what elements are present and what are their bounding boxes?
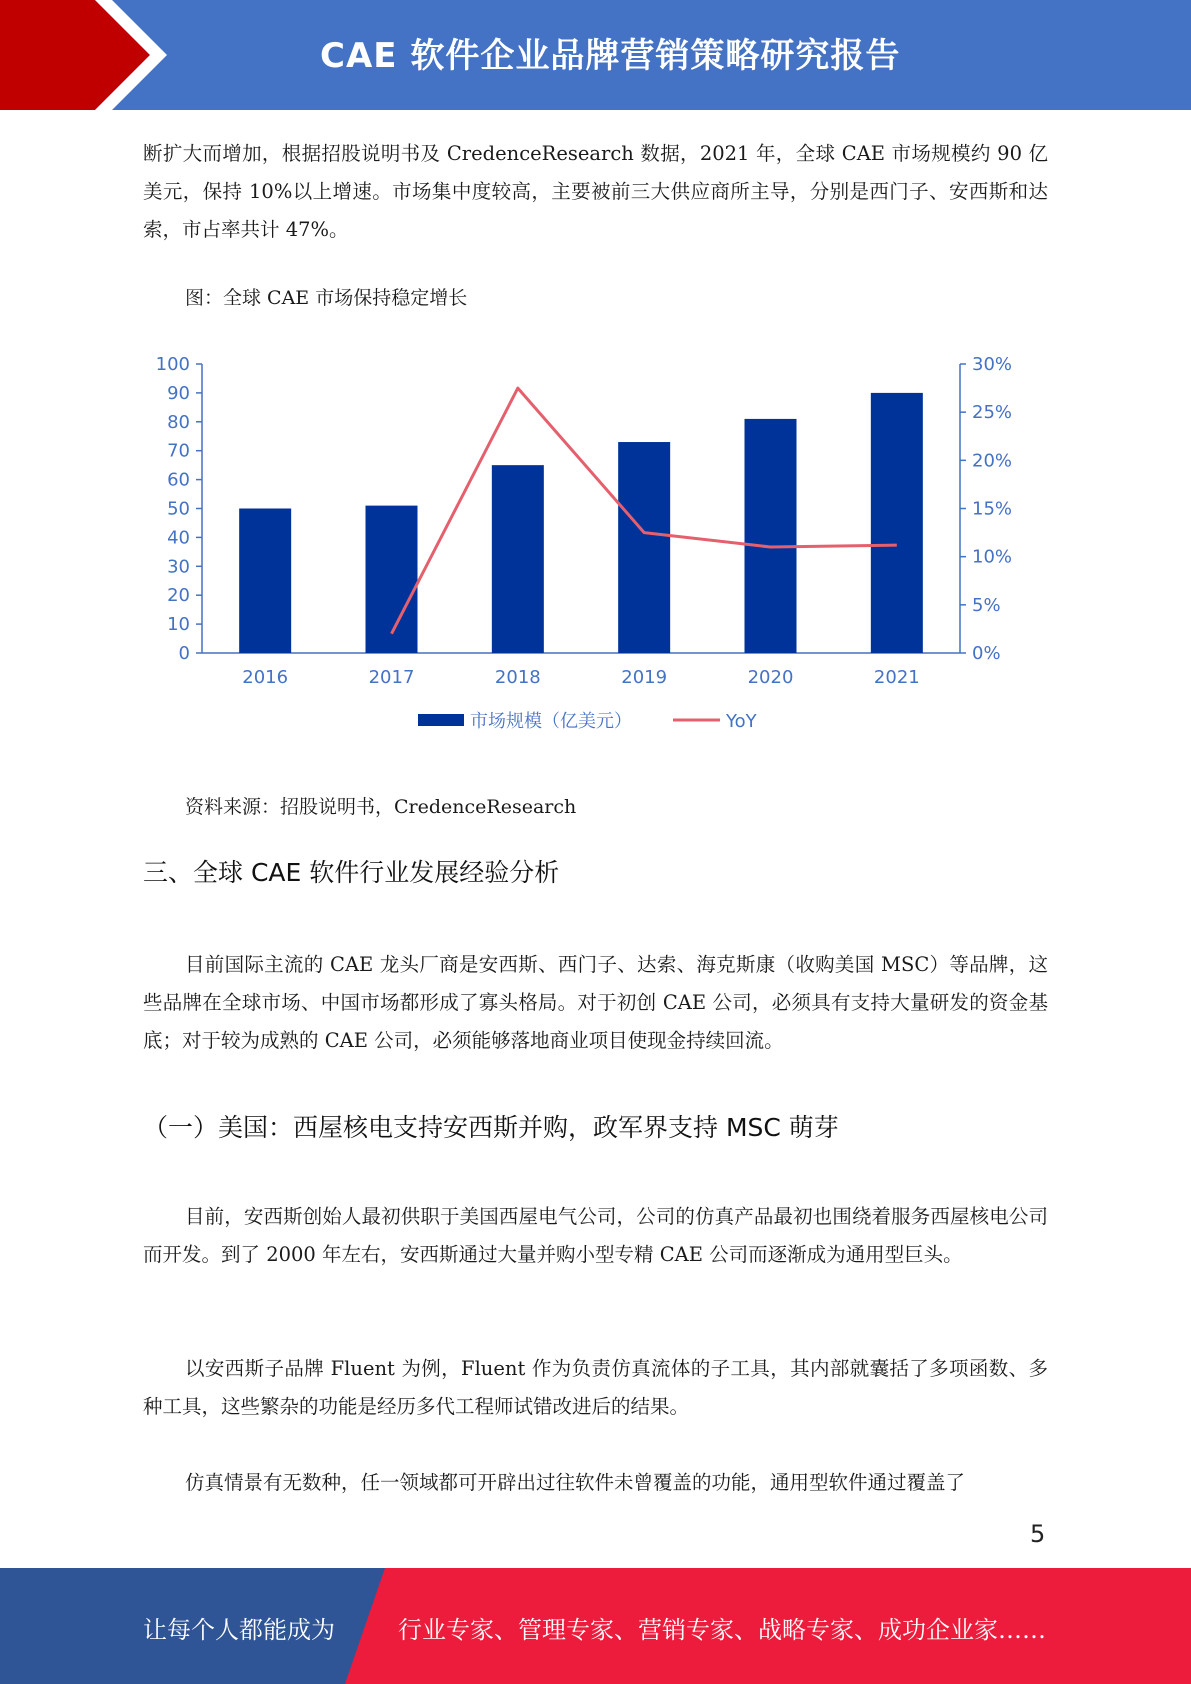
section-heading: 三、全球 CAE 软件行业发展经验分析	[143, 858, 560, 887]
section-paragraph: 目前国际主流的 CAE 龙头厂商是安西斯、西门子、达索、海克斯康（收购美国 MSC）等品牌，这些品牌在全球市场、中国市场都形成了寡头格局。对于初创 CAE 公司，必须具有支持大量研发的资金基底；对于较为成熟的 CAE 公司，必须能够落地商业项目使现金持续回流。	[143, 953, 1048, 1052]
x-axis-tick-label: 2018	[494, 667, 541, 688]
left-axis-tick-label: 40	[167, 527, 190, 549]
page-number: 5	[1030, 1520, 1046, 1548]
left-axis-tick-label: 0	[178, 643, 190, 664]
page-header	[0, 0, 1191, 110]
left-axis-tick-label: 90	[167, 382, 190, 404]
x-axis-tick-label: 2017	[368, 667, 415, 688]
legend-bar-label: 市场规模（亿美元）	[470, 711, 632, 732]
x-axis-tick-label: 2021	[873, 667, 920, 688]
bar-market-size	[745, 419, 797, 653]
bar-market-size	[618, 442, 670, 653]
left-axis-tick-label: 60	[167, 469, 190, 491]
bar-market-size	[239, 509, 291, 654]
subsection-paragraph: 仿真情景有无数种，任一领域都可开辟出过往软件未曾覆盖的功能，通用型软件通过覆盖了	[185, 1471, 966, 1494]
intro-paragraph: 断扩大而增加，根据招股说明书及 CredenceResearch 数据，2021 年，全球 CAE 市场规模约 90 亿美元，保持 10%以上增速。市场集中度较高，主要被前三大供应商所主导，分别是西门子、安西斯和达索，市占率共计 47%。	[143, 142, 1048, 241]
footer-slogan-left: 让每个人都能成为	[143, 1616, 335, 1644]
left-axis-tick-label: 50	[167, 498, 190, 520]
left-axis-tick-label: 20	[167, 585, 190, 607]
right-axis-tick-label: 25%	[972, 402, 1013, 424]
figure-caption: 图：全球 CAE 市场保持稳定增长	[185, 287, 468, 309]
x-axis-tick-label: 2019	[621, 667, 668, 688]
left-axis-tick-label: 30	[167, 556, 190, 578]
right-axis-tick-label: 5%	[972, 594, 1001, 616]
right-axis-tick-label: 30%	[972, 354, 1013, 375]
right-axis-tick-label: 10%	[972, 546, 1013, 568]
left-axis-tick-label: 80	[167, 411, 190, 433]
footer-slogan-right: 行业专家、管理专家、营销专家、战略专家、成功企业家……	[398, 1616, 1046, 1644]
right-axis-tick-label: 20%	[972, 450, 1013, 472]
figure-source: 资料来源：招股说明书，CredenceResearch	[185, 796, 577, 818]
subsection-paragraph: 目前，安西斯创始人最初供职于美国西屋电气公司，公司的仿真产品最初也围绕着服务西屋核电公司而开发。到了 2000 年左右，安西斯通过大量并购小型专精 CAE 公司而逐渐成为通用型巨头。	[143, 1205, 1048, 1266]
bar-market-size	[871, 393, 923, 653]
header-title: CAE 软件企业品牌营销策略研究报告	[320, 36, 901, 76]
left-axis-tick-label: 70	[167, 440, 190, 462]
market-size-chart	[130, 340, 1060, 750]
subsection-heading: （一）美国：西屋核电支持安西斯并购，政军界支持 MSC 萌芽	[143, 1113, 839, 1142]
page-footer	[0, 1568, 1191, 1684]
subsection-paragraph: 以安西斯子品牌 Fluent 为例，Fluent 作为负责仿真流体的子工具，其内部就囊括了多项函数、多种工具，这些繁杂的功能是经历多代工程师试错改进后的结果。	[143, 1357, 1048, 1418]
legend-line-label: YoY	[726, 711, 757, 732]
right-axis-tick-label: 0%	[972, 643, 1001, 664]
left-axis-tick-label: 100	[155, 354, 190, 375]
bar-market-size	[492, 465, 544, 653]
x-axis-tick-label: 2016	[242, 667, 289, 688]
legend-bar-swatch	[418, 714, 464, 726]
left-axis-tick-label: 10	[167, 614, 190, 636]
x-axis-tick-label: 2020	[747, 667, 794, 688]
right-axis-tick-label: 15%	[972, 498, 1013, 520]
